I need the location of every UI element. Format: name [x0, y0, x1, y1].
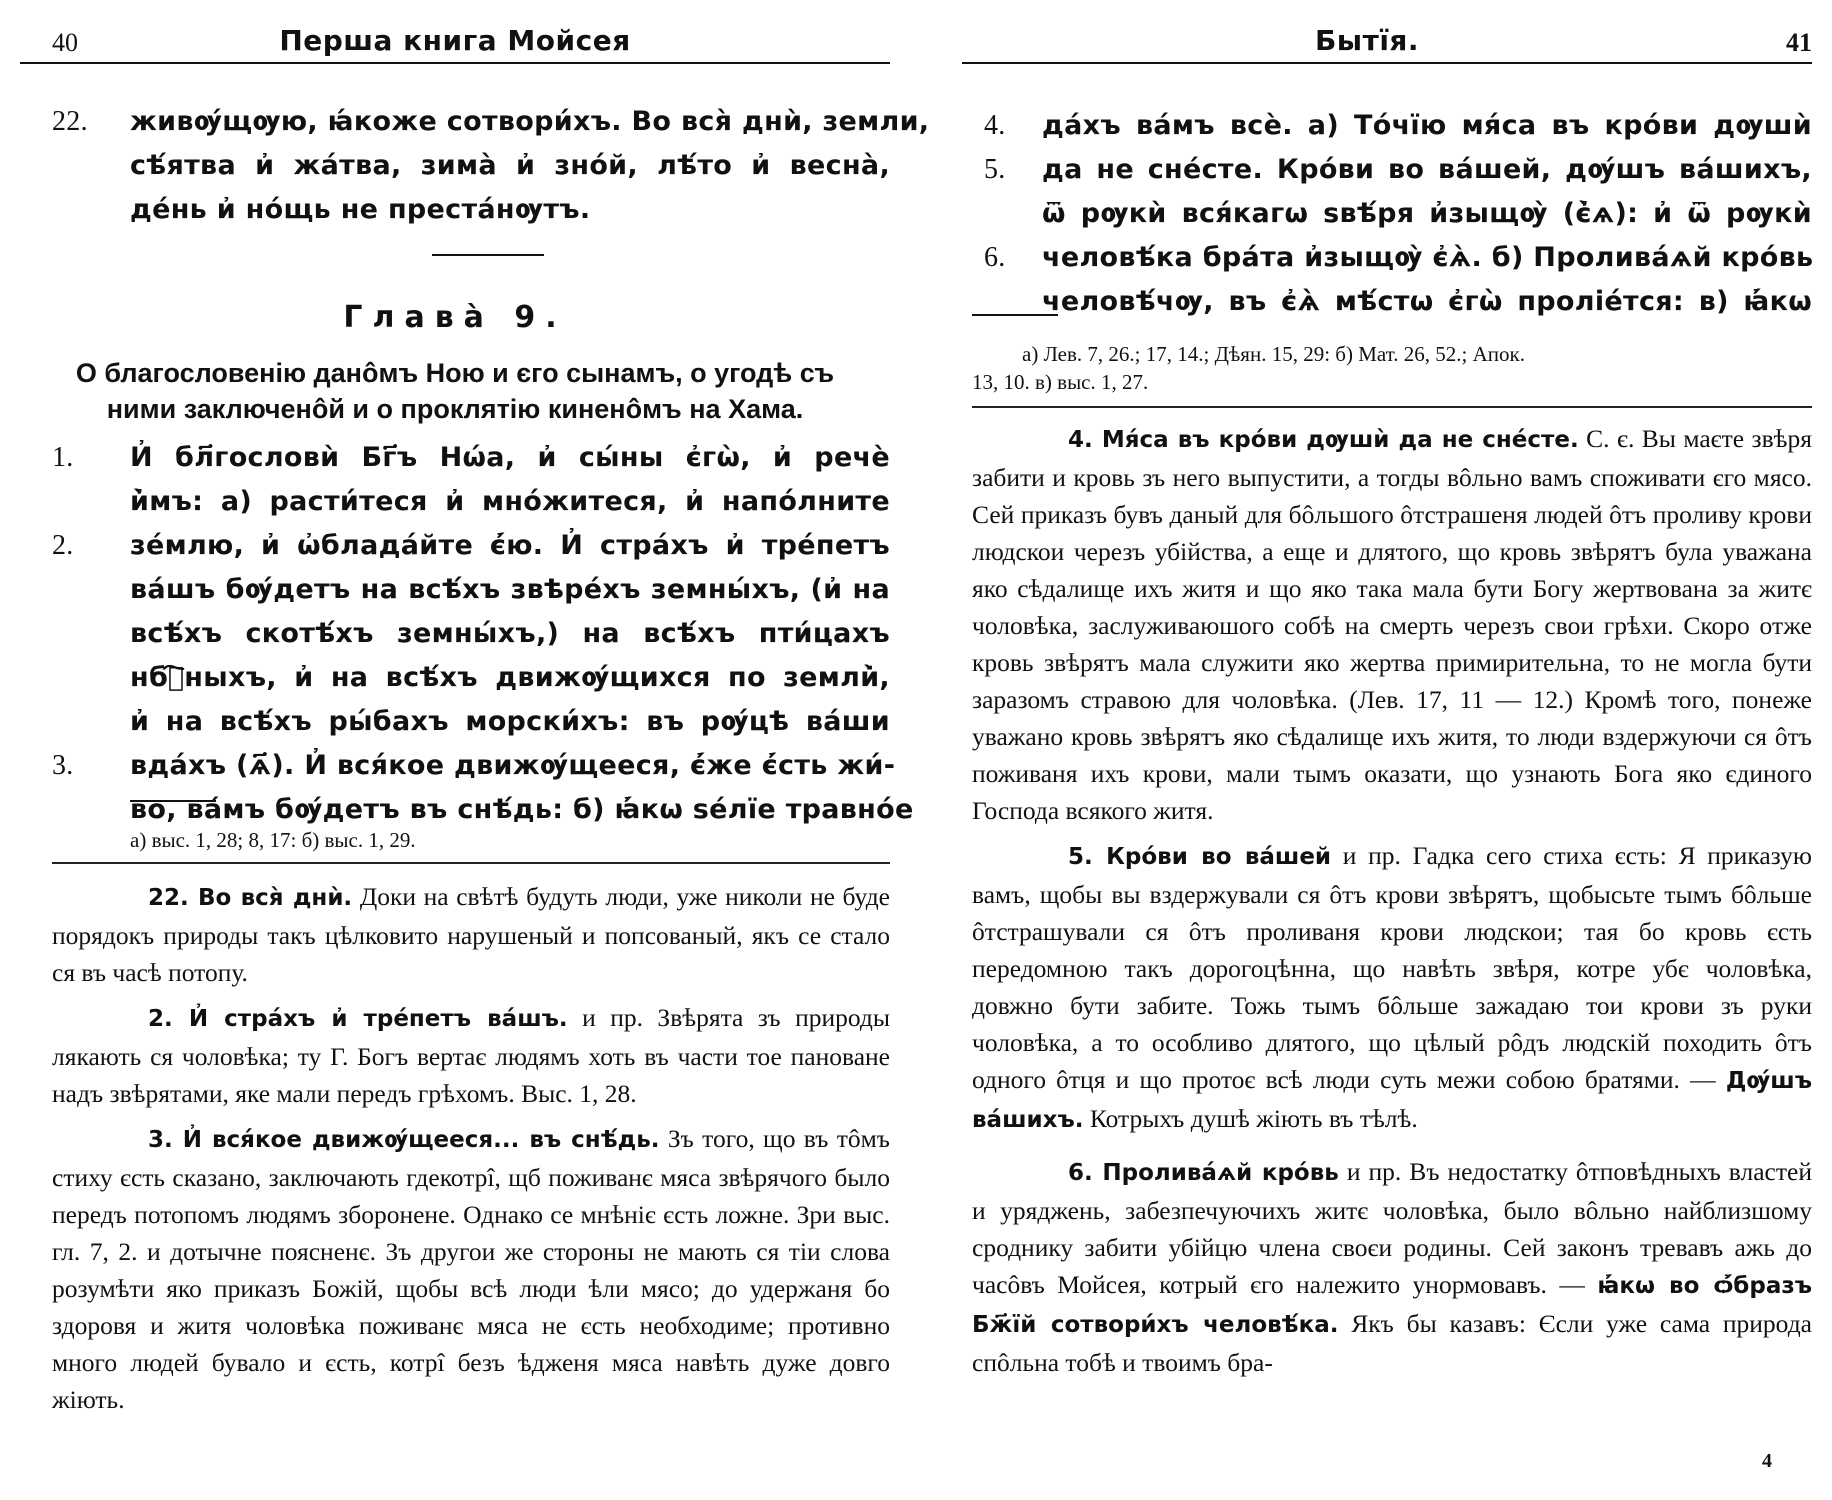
footnote-line: 13, 10. в) выс. 1, 27.: [972, 370, 1149, 394]
verse-text: человѣ́ка бра́та и҆зыщѹ̀ є҆ѧ̀. б) Пролива́ѧй кро́вь: [1042, 242, 1814, 273]
commentary-paragraph: [972, 420, 1812, 829]
verse-text: ва́шъ бѹ́детъ на всѣ́хъ звѣре́хъ земны́хъ, (и҆ на: [130, 574, 890, 605]
verse-line: [20, 100, 930, 144]
right-page: [962, 0, 1812, 1500]
commentary-text: и пр. Звѣрята зъ природы лякають ся чоловѣка; ту Г. Богъ вертає людямъ хоть въ части тое пановане надъ звѣрятами, яке мали передъ грѣхомъ. Выс. 1, 28.: [52, 1003, 890, 1108]
lemma: 5. Кро́ви во ва́шей: [1068, 844, 1332, 870]
chapter-title: Глава̀ 9.: [343, 300, 567, 335]
verse-text: сѣ́ятва и҆ жа́тва, зима̀ и҆ зно́й, лѣ́то и҆ весна̀,: [130, 150, 890, 181]
commentary-text: Котрыхъ душѣ жіють въ тѣлѣ.: [1083, 1104, 1418, 1133]
summary-line: ними заключенôй и о проклятію киненôмъ на Хама.: [106, 394, 804, 424]
lemma: 2. И҆ стра́хъ и҆ тре́петъ ва́шъ.: [148, 1006, 568, 1032]
chapter-summary: [20, 355, 890, 427]
footnote: а) выс. 1, 28; 8, 17: б) выс. 1, 29.: [130, 828, 416, 852]
verse-number: 4.: [984, 110, 1006, 141]
commentary-text: и пр. Гадка сего стиха єсть: Я приказую вамъ, щобы вы вздержували ся ôтъ крови звѣрятъ, щобысьте тымъ бôльше ôтстрашували ся ôтъ проливаня крови людскои; тая бо кровь єсть передомною такъ дорогоцѣнна, що навѣть звѣря, котре убє чоловѣка, довжно бути забите. Тожь тымъ бôльше зажадаю тои крови зъ руки чоловѣка, а то особливо длятого, що цѣлый рôдъ людскій походить ôтъ одного ôтця и що протоє всѣ люди суть межи собою братями. —: [972, 841, 1812, 1094]
running-head-right: [962, 20, 1812, 60]
commentary: [52, 878, 890, 1426]
lemma: 3. И҆ вся́кое движѹ́щееся... въ снѣ́дь.: [148, 1127, 660, 1153]
header-rule: [962, 62, 1812, 64]
verse-number: 3.: [52, 750, 74, 781]
verse-text: вда́хъ (ѧ҃). И҆ вся́кое движѹ́щееся, є҆́же є҆́сть жи́-: [130, 750, 896, 781]
verse-line: [20, 144, 890, 188]
printer-signature: 4: [1762, 1450, 1772, 1472]
commentary-rule: [972, 406, 1812, 408]
verse-number: 6.: [984, 242, 1006, 273]
commentary: [972, 420, 1812, 1389]
verse-text: де́нь и҆ но́щь не преста́нѹтъ.: [130, 194, 591, 225]
verse-line: [20, 188, 890, 232]
verse-text: да́хъ ва́мъ всѐ. а) То́чїю мя́са въ кро́ви дѹшѝ: [1042, 110, 1812, 141]
commentary-paragraph: [972, 837, 1812, 1139]
footnote: [972, 340, 1812, 396]
commentary-paragraph: [52, 1120, 890, 1418]
verse-text: зе́млю, и҆ ѡ҆блада́йте є҆́ю. И҆ стра́хъ и҆ тре́петъ: [130, 530, 890, 561]
commentary-text: и пр. Въ недостатку ôтповѣдныхъ властей и уряджень, забезпечуючихъ житє чоловѣка, было вôльно найблизшому сроднику забити убійцю члена своєи родины. Сей законъ тревавъ ажь до часôвъ Мойсея, котрый єго належито унормовавъ. —: [972, 1157, 1812, 1299]
verse-number: 22.: [52, 106, 88, 137]
verse-text: и҆ на всѣ́хъ ры́бахъ морски́хъ: въ рѹ́цѣ ва́ши: [130, 706, 890, 737]
commentary-text: С. є. Вы маєте звѣря забити и кровь зъ него выпустити, а тогды вôльно вамъ споживати єго мясо. Сей приказъ бувъ даный для бôльшого ôтстрашеня людей ôтъ проливу крови людскои черезъ убійства, а еще и длятого, що кровь звѣрятъ була уважана яко сѣдалище ихъ житя и що яко така мала бути Богу жертвована за житє чоловѣка, заслуживаюшого собѣ на смерть черезъ свои грѣхи. Скоро отже кровь звѣрятъ мала служити яко жертва примирительна, то не могла бути заразомъ стравою для чоловѣка. (Лев. 17, 11 — 12.) Кромѣ того, понеже уважано кровь звѣрятъ яко сѣдалище ихъ житя, то люди вздержуючи ся ôтъ поживаня ихъ крови, мали тымъ оказати, що узнають Бога яко єдиного Господа всякого житя.: [972, 424, 1812, 825]
chapter-verses: [20, 436, 914, 832]
commentary-paragraph: [52, 878, 890, 991]
verse-text: живѹ́щѹю, ꙗ́коже сотвори́хъ. Во вся̀ днѝ, земли,: [130, 106, 930, 137]
page-number: 41: [1786, 28, 1812, 57]
verse-text: и҆̀мъ: а) расти́теся и҆ мно́житеся, и҆ напо́лните: [130, 486, 890, 517]
verse-text: во, ва́мъ бѹ́детъ въ снѣ́дь: б) ꙗ҆́кѡ ѕе́лїе травно́е: [130, 794, 914, 825]
commentary-text: Доки на свѣтѣ будуть люди, уже николи не буде порядокъ природы такъ цѣлковито нарушеный и попсованый, якъ се стало ся въ часѣ потопу.: [52, 882, 890, 987]
lemma: Дѹ́шъ ва́шихъ.: [972, 1068, 1813, 1133]
footnote-rule: [130, 800, 216, 802]
lemma: 4. Мя́са въ кро́ви дѹшѝ да не сне́сте.: [1068, 427, 1579, 453]
commentary-paragraph: [52, 999, 890, 1112]
verse-number: 5.: [984, 154, 1006, 185]
header-rule: [20, 62, 890, 64]
lemma: ꙗ҆́кѡ во ѻ҆́бразъ Бж҃їй сотвори́хъ человѣ́ка.: [972, 1273, 1812, 1338]
running-title: Бытїя.: [1314, 24, 1420, 57]
page-number: 40: [52, 28, 78, 57]
running-head-left: [20, 20, 890, 60]
running-title: Перша книга Мойсея: [279, 24, 631, 57]
verse-number: 1.: [52, 442, 74, 473]
lemma: 6. Пролива́ѧй кро́вь: [1068, 1160, 1339, 1186]
verse-text: всѣ́хъ скотѣ́хъ земны́хъ,) на всѣ́хъ пти́цахъ: [130, 618, 890, 649]
commentary-text: Якъ бы казавъ: Єсли уже сама природа спôльна тобѣ и твоимъ бра-: [972, 1309, 1812, 1377]
footnote-line: а) Лев. 7, 26.; 17, 14.; Дѣян. 15, 29: б) Мат. 26, 52.; Апок.: [1022, 342, 1525, 366]
section-divider: [432, 254, 544, 256]
verse-text: ѿ рѹкѝ вся́кагѡ ѕвѣ́ря и҆зыщѹ̀ (є҆̀ѧ): и҆ ѿ рѹкѝ: [1042, 198, 1812, 229]
verse-text: да не сне́сте. Кро́ви во ва́шей, дѹ́шъ ва́шихъ,: [1042, 154, 1812, 185]
commentary-text: Зъ того, що въ тôмъ стиху єсть сказано, заключають гдекотрî, щб поживанє мяса звѣрячого было передъ потопомъ людямъ зборонене. Однако се мнѣніє єсть ложне. Зри выс. гл. 7, 2. и дотычне поясненє. Зъ другои же стороны не мають ся тіи слова розумѣти яко приказъ Божій, щобы всѣ люди ѣли мясо; до удержаня бо здоровя и житя чоловѣка поживанє мяса не єсть необходиме; противно много людей бувало и єсть, котрî безъ ѣдженя мяса навѣть дуже довго жіють.: [52, 1124, 890, 1414]
verse-number: 2.: [52, 530, 74, 561]
top-verses: [20, 100, 930, 232]
summary-line: О благословенію данôмъ Ною и єго сынамъ, о угодѣ съ: [75, 358, 835, 388]
footnote-rule: [972, 314, 1058, 316]
commentary-rule: [52, 862, 890, 864]
lemma: 22. Во вся̀ днѝ.: [148, 885, 353, 911]
top-verses: [962, 104, 1812, 324]
verse-text: И҆ бл҃гословѝ Бг҃ъ Нѡ́а, и҆ сы́ны є҆гѡ̀, и҆ речѐ: [130, 442, 890, 473]
left-page: [20, 0, 930, 1500]
verse-text: человѣ́чѹ, въ є҆ѧ̀ мѣ́стѡ є҆гѡ̀ проліе́тся: в) ꙗ҆́кѡ: [1042, 286, 1812, 317]
verse-text: нбⷭ҇ныхъ, и҆ на всѣ́хъ движѹ́щихся по земли̇̀,: [130, 662, 890, 693]
commentary-paragraph: [972, 1153, 1812, 1381]
